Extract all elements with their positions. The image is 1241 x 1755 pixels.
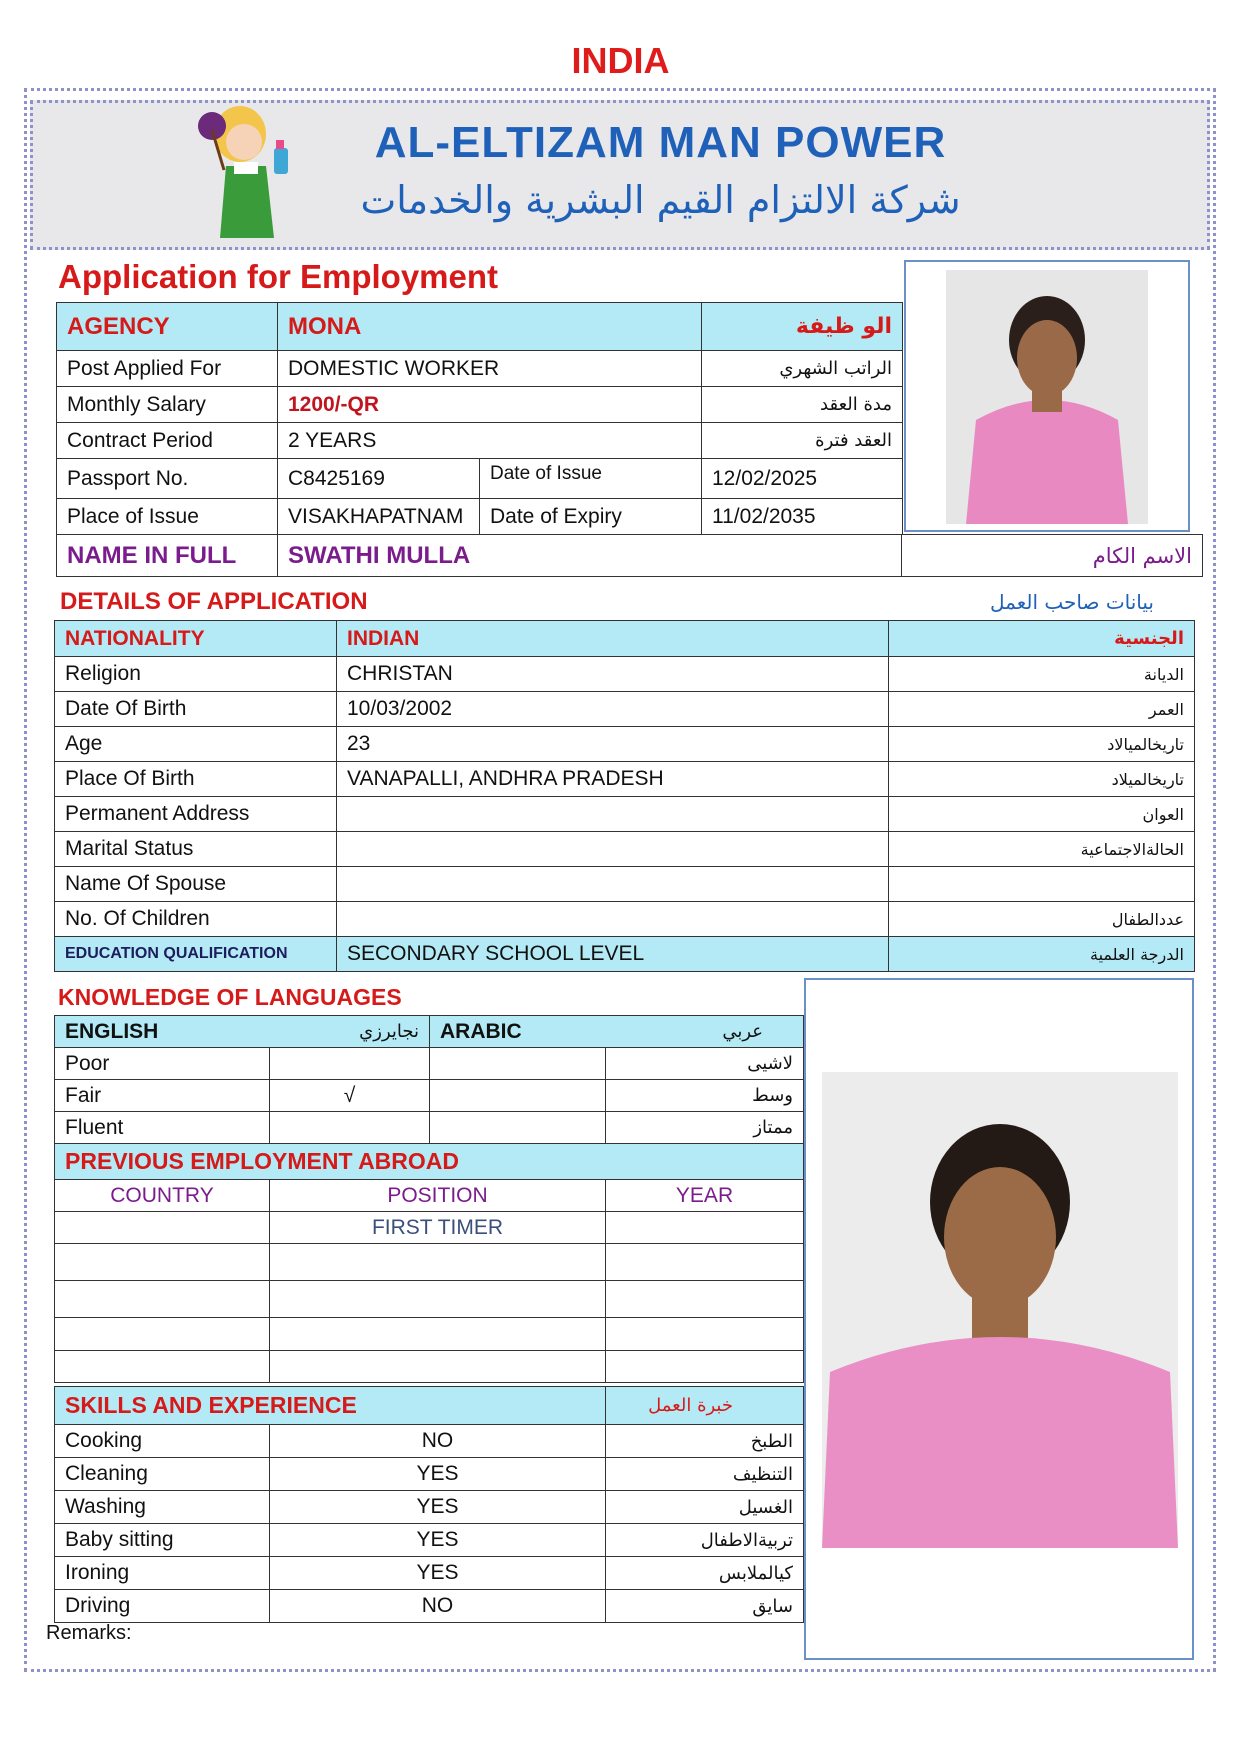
details-heading: DETAILS OF APPLICATION [60, 588, 368, 615]
passport-table [56, 458, 903, 535]
skills-heading-ar: خبرة العمل [606, 1387, 804, 1425]
lang-arabic-mark [430, 1080, 606, 1112]
portrait-silhouette-large [822, 1072, 1178, 1548]
skill-name: Baby sitting [55, 1524, 270, 1557]
skill-ar: تربيةالاطفال [606, 1524, 804, 1557]
lang-english-mark: √ [270, 1080, 430, 1112]
contract-label: Contract Period [57, 423, 278, 459]
skill-ar: كيالملابس [606, 1557, 804, 1590]
skill-ar: الغسيل [606, 1491, 804, 1524]
emp-country [55, 1351, 270, 1383]
lang-arabic-mark [430, 1112, 606, 1144]
detail-label: Permanent Address [55, 797, 337, 832]
detail-value [337, 832, 889, 867]
lang-english-mark [270, 1112, 430, 1144]
expiry-date-label: Date of Expiry [480, 499, 702, 535]
emp-country [55, 1212, 270, 1244]
nationality-label: NATIONALITY [55, 621, 337, 657]
col-country: COUNTRY [55, 1180, 270, 1212]
details-table [54, 620, 1195, 972]
salary-label: Monthly Salary [57, 387, 278, 423]
col-year: YEAR [606, 1180, 804, 1212]
emp-position: FIRST TIMER [270, 1212, 606, 1244]
detail-ar: الديانة [889, 657, 1195, 692]
contract-value: 2 YEARS [278, 423, 702, 459]
emp-position [270, 1244, 606, 1281]
emp-country [55, 1281, 270, 1318]
lang-level-ar: ممتاز [606, 1112, 804, 1144]
detail-value [337, 902, 889, 937]
emp-year [606, 1318, 804, 1351]
detail-ar [889, 867, 1195, 902]
skill-name: Driving [55, 1590, 270, 1623]
detail-label: Religion [55, 657, 337, 692]
detail-ar: الحالةالاجتماعية [889, 832, 1195, 867]
emp-year [606, 1281, 804, 1318]
salary-value: 1200/-QR [278, 387, 702, 423]
detail-value: 23 [337, 727, 889, 762]
skill-value: YES [270, 1458, 606, 1491]
detail-ar: تاريخالميالاد [889, 727, 1195, 762]
english-header: ENGLISH [55, 1016, 270, 1048]
company-name-ar: شركة الالتزام القيم البشرية والخدمات [360, 178, 961, 222]
education-ar: الدرجة العلمية [889, 937, 1195, 972]
agency-label: AGENCY [57, 303, 278, 351]
detail-value: VANAPALLI, ANDHRA PRADESH [337, 762, 889, 797]
skill-ar: الطبخ [606, 1425, 804, 1458]
lang-level: Fluent [55, 1112, 270, 1144]
place-issue-value: VISAKHAPATNAM [278, 499, 480, 535]
detail-label: Date Of Birth [55, 692, 337, 727]
salary-ar: مدة العقد [702, 387, 903, 423]
lang-level: Poor [55, 1048, 270, 1080]
languages-heading: KNOWLEDGE OF LANGUAGES [58, 984, 402, 1010]
detail-label: No. Of Children [55, 902, 337, 937]
post-label: Post Applied For [57, 351, 278, 387]
detail-label: Place Of Birth [55, 762, 337, 797]
detail-label: Name Of Spouse [55, 867, 337, 902]
emp-year [606, 1244, 804, 1281]
education-value: SECONDARY SCHOOL LEVEL [337, 937, 889, 972]
col-position: POSITION [270, 1180, 606, 1212]
emp-country [55, 1318, 270, 1351]
detail-value [337, 867, 889, 902]
passport-no-value: C8425169 [278, 459, 480, 499]
education-label: EDUCATION QUALIFICATION [55, 937, 337, 972]
skill-name: Cleaning [55, 1458, 270, 1491]
skill-name: Ironing [55, 1557, 270, 1590]
employment-table [54, 1143, 804, 1383]
agency-value: MONA [278, 303, 702, 351]
lang-level: Fair [55, 1080, 270, 1112]
skill-name: Cooking [55, 1425, 270, 1458]
detail-ar: عددالطفال [889, 902, 1195, 937]
languages-table [54, 1015, 804, 1144]
emp-position [270, 1318, 606, 1351]
detail-ar: العوان [889, 797, 1195, 832]
skill-value: YES [270, 1491, 606, 1524]
post-ar: الراتب الشهري [702, 351, 903, 387]
contract-ar: العقد فترة [702, 423, 903, 459]
country-heading: INDIA [571, 40, 670, 81]
name-table [56, 534, 1203, 577]
detail-label: Marital Status [55, 832, 337, 867]
english-header-ar: نجايرزي [270, 1016, 430, 1048]
detail-value [337, 797, 889, 832]
detail-ar: العمر [889, 692, 1195, 727]
skill-name: Washing [55, 1491, 270, 1524]
detail-ar: تاريخالميلاد [889, 762, 1195, 797]
arabic-header: ARABIC [430, 1016, 606, 1048]
emp-year [606, 1351, 804, 1383]
skills-table [54, 1386, 804, 1623]
lang-english-mark [270, 1048, 430, 1080]
skill-value: YES [270, 1557, 606, 1590]
emp-position [270, 1351, 606, 1383]
remarks-label: Remarks: [46, 1622, 132, 1644]
name-label: NAME IN FULL [57, 535, 278, 577]
nationality-value: INDIAN [337, 621, 889, 657]
skill-value: YES [270, 1524, 606, 1557]
form-title: Application for Employment [58, 258, 499, 295]
job-table [56, 302, 903, 459]
skill-value: NO [270, 1590, 606, 1623]
name-ar: الاسم الكام [902, 535, 1203, 577]
arabic-header-ar: عربي [606, 1016, 804, 1048]
emp-year [606, 1212, 804, 1244]
applicant-photo-large [804, 978, 1194, 1660]
lang-level-ar: لاشيى [606, 1048, 804, 1080]
lang-level-ar: وسط [606, 1080, 804, 1112]
skills-heading: SKILLS AND EXPERIENCE [55, 1387, 606, 1425]
issue-date-value: 12/02/2025 [702, 459, 903, 499]
place-issue-label: Place of Issue [57, 499, 278, 535]
skill-ar: سايق [606, 1590, 804, 1623]
detail-label: Age [55, 727, 337, 762]
expiry-date-value: 11/02/2035 [702, 499, 903, 535]
detail-value: 10/03/2002 [337, 692, 889, 727]
portrait-silhouette [946, 270, 1148, 524]
details-heading-ar: بيانات صاحب العمل [990, 590, 1154, 614]
name-value: SWATHI MULLA [278, 535, 902, 577]
passport-no-label: Passport No. [57, 459, 278, 499]
lang-arabic-mark [430, 1048, 606, 1080]
applicant-photo-small [904, 260, 1190, 532]
skill-value: NO [270, 1425, 606, 1458]
company-name-en: AL-ELTIZAM MAN POWER [374, 118, 947, 167]
issue-date-label: Date of Issue [480, 459, 702, 499]
agency-ar: الو ظيفة [702, 303, 903, 351]
employment-heading: PREVIOUS EMPLOYMENT ABROAD [55, 1144, 804, 1180]
emp-country [55, 1244, 270, 1281]
emp-position [270, 1281, 606, 1318]
detail-value: CHRISTAN [337, 657, 889, 692]
post-value: DOMESTIC WORKER [278, 351, 702, 387]
skill-ar: التنظيف [606, 1458, 804, 1491]
nationality-ar: الجنسية [889, 621, 1195, 657]
